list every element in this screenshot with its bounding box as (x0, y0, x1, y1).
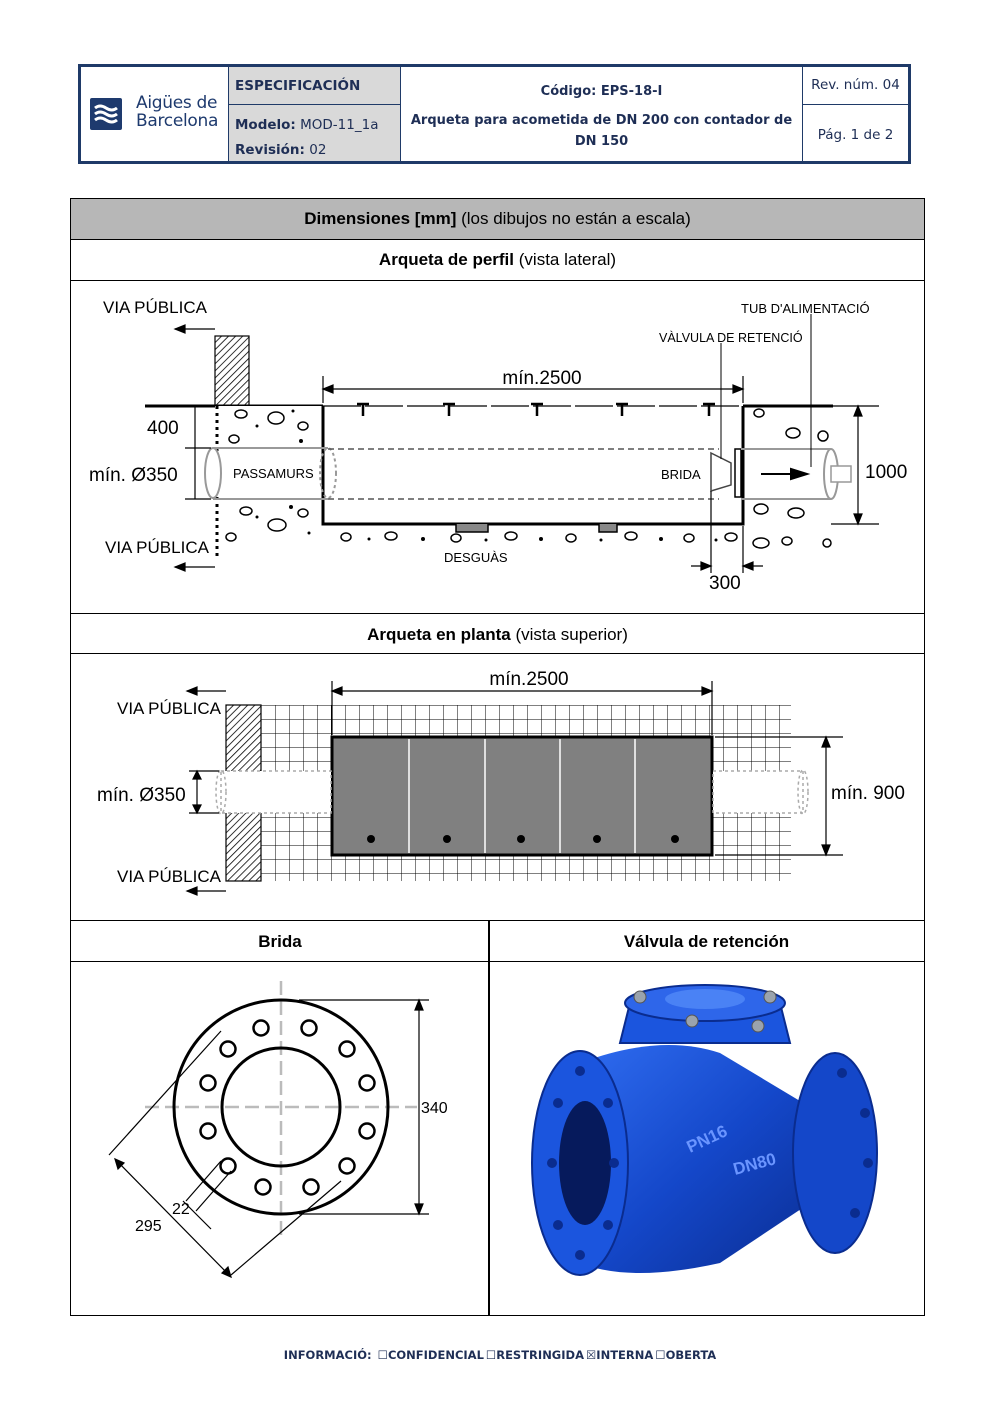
flange-header: Brida (71, 920, 489, 962)
model-label: Modelo: (235, 117, 296, 133)
logo-cell (81, 67, 229, 161)
footer-confidencial: ☐CONFIDENCIAL (377, 1348, 484, 1362)
valve-marking-pn: PN16 (683, 1121, 731, 1157)
page-number: Pág. 1 de 2 (817, 127, 894, 143)
spec-label: ESPECIFICACIÓN (229, 67, 401, 105)
model-value: MOD-11_1a (300, 117, 379, 133)
flange-dim-295: 295 (135, 1218, 162, 1235)
plan-note: (vista superior) (515, 625, 628, 644)
soil-dots (256, 410, 718, 542)
plan-title: Arqueta en planta (367, 625, 511, 644)
plan-via-publica-top: VIA PÚBLICA (117, 699, 221, 718)
profile-desguas-label: DESGUÀS (444, 550, 508, 565)
drain-sump-2 (599, 524, 617, 532)
profile-via-publica-bottom: VIA PÚBLICA (105, 538, 209, 557)
plan-via-publica-bottom: VIA PÚBLICA (117, 867, 221, 886)
dimensions-note: (los dibujos no están a escala) (461, 209, 691, 228)
valve-marking-dn: DN80 (731, 1149, 779, 1179)
footer-restringida: ☐RESTRINGIDA (485, 1348, 584, 1362)
plan-min-length: mín.2500 (489, 669, 569, 690)
flange-drawing (71, 963, 487, 1315)
logo-text (136, 94, 218, 130)
profile-min-d350: mín. Ø350 (89, 465, 178, 486)
revision-label: Revisión: (235, 142, 305, 158)
plan-drawing (71, 655, 923, 920)
flange-dim-340: 340 (421, 1100, 448, 1117)
logo-line1: Aigües de (136, 93, 218, 113)
flow-arrow-icon (761, 469, 807, 479)
profile-drawing (71, 281, 923, 613)
profile-dim-300: 300 (709, 573, 741, 594)
revision-cell (803, 67, 908, 161)
drain-sump-1 (456, 524, 488, 532)
info-classification-footer (0, 1348, 1000, 1362)
profile-header (71, 240, 924, 281)
profile-dim-400: 400 (147, 418, 179, 439)
document-header (78, 64, 911, 164)
profile-brida-label: BRIDA (661, 467, 701, 482)
profile-min-length: mín.2500 (502, 368, 582, 389)
profile-dim-1000: 1000 (865, 462, 908, 483)
aigues-logo-icon (90, 98, 122, 130)
logo-line2: Barcelona (136, 111, 219, 131)
chamber-outline (323, 406, 743, 524)
spec-cell (229, 67, 401, 161)
dimensions-table (70, 198, 925, 1316)
profile-via-publica-top: VIA PÚBLICA (103, 298, 207, 317)
profile-passamurs-label: PASSAMURS (233, 466, 314, 481)
footer-label: INFORMACIÓ: (283, 1348, 372, 1362)
document-code: Código: EPS-18-I (540, 84, 663, 99)
flange-symbol (735, 449, 741, 497)
revision-value: 02 (309, 142, 327, 158)
document-title: Arqueta para acometida de DN 200 con contador de DN 150 (410, 113, 793, 149)
dimensions-title: Dimensiones [mm] (304, 209, 457, 228)
valve-header: Válvula de retención (489, 920, 924, 962)
plan-min-d350: mín. Ø350 (97, 785, 186, 806)
footer-interna: ☒INTERNA (585, 1348, 654, 1362)
profile-valvula-label: VÀLVULA DE RETENCIÓ (659, 331, 803, 345)
check-valve-illustration (490, 963, 924, 1315)
profile-tub-label: TUB D'ALIMENTACIÓ (741, 301, 870, 316)
rev-number: Rev. núm. 04 (803, 67, 908, 105)
profile-note: (vista lateral) (518, 250, 617, 269)
plan-min-900: mín. 900 (831, 783, 905, 804)
wall-hatch (215, 336, 249, 406)
footer-oberta: ☐OBERTA (655, 1348, 717, 1362)
plan-header (71, 613, 924, 654)
valve-right-flange (793, 1053, 877, 1253)
profile-title: Arqueta de perfil (378, 250, 515, 269)
dimensions-header (71, 199, 924, 240)
title-cell (401, 67, 803, 161)
flange-dim-22: 22 (172, 1201, 190, 1218)
